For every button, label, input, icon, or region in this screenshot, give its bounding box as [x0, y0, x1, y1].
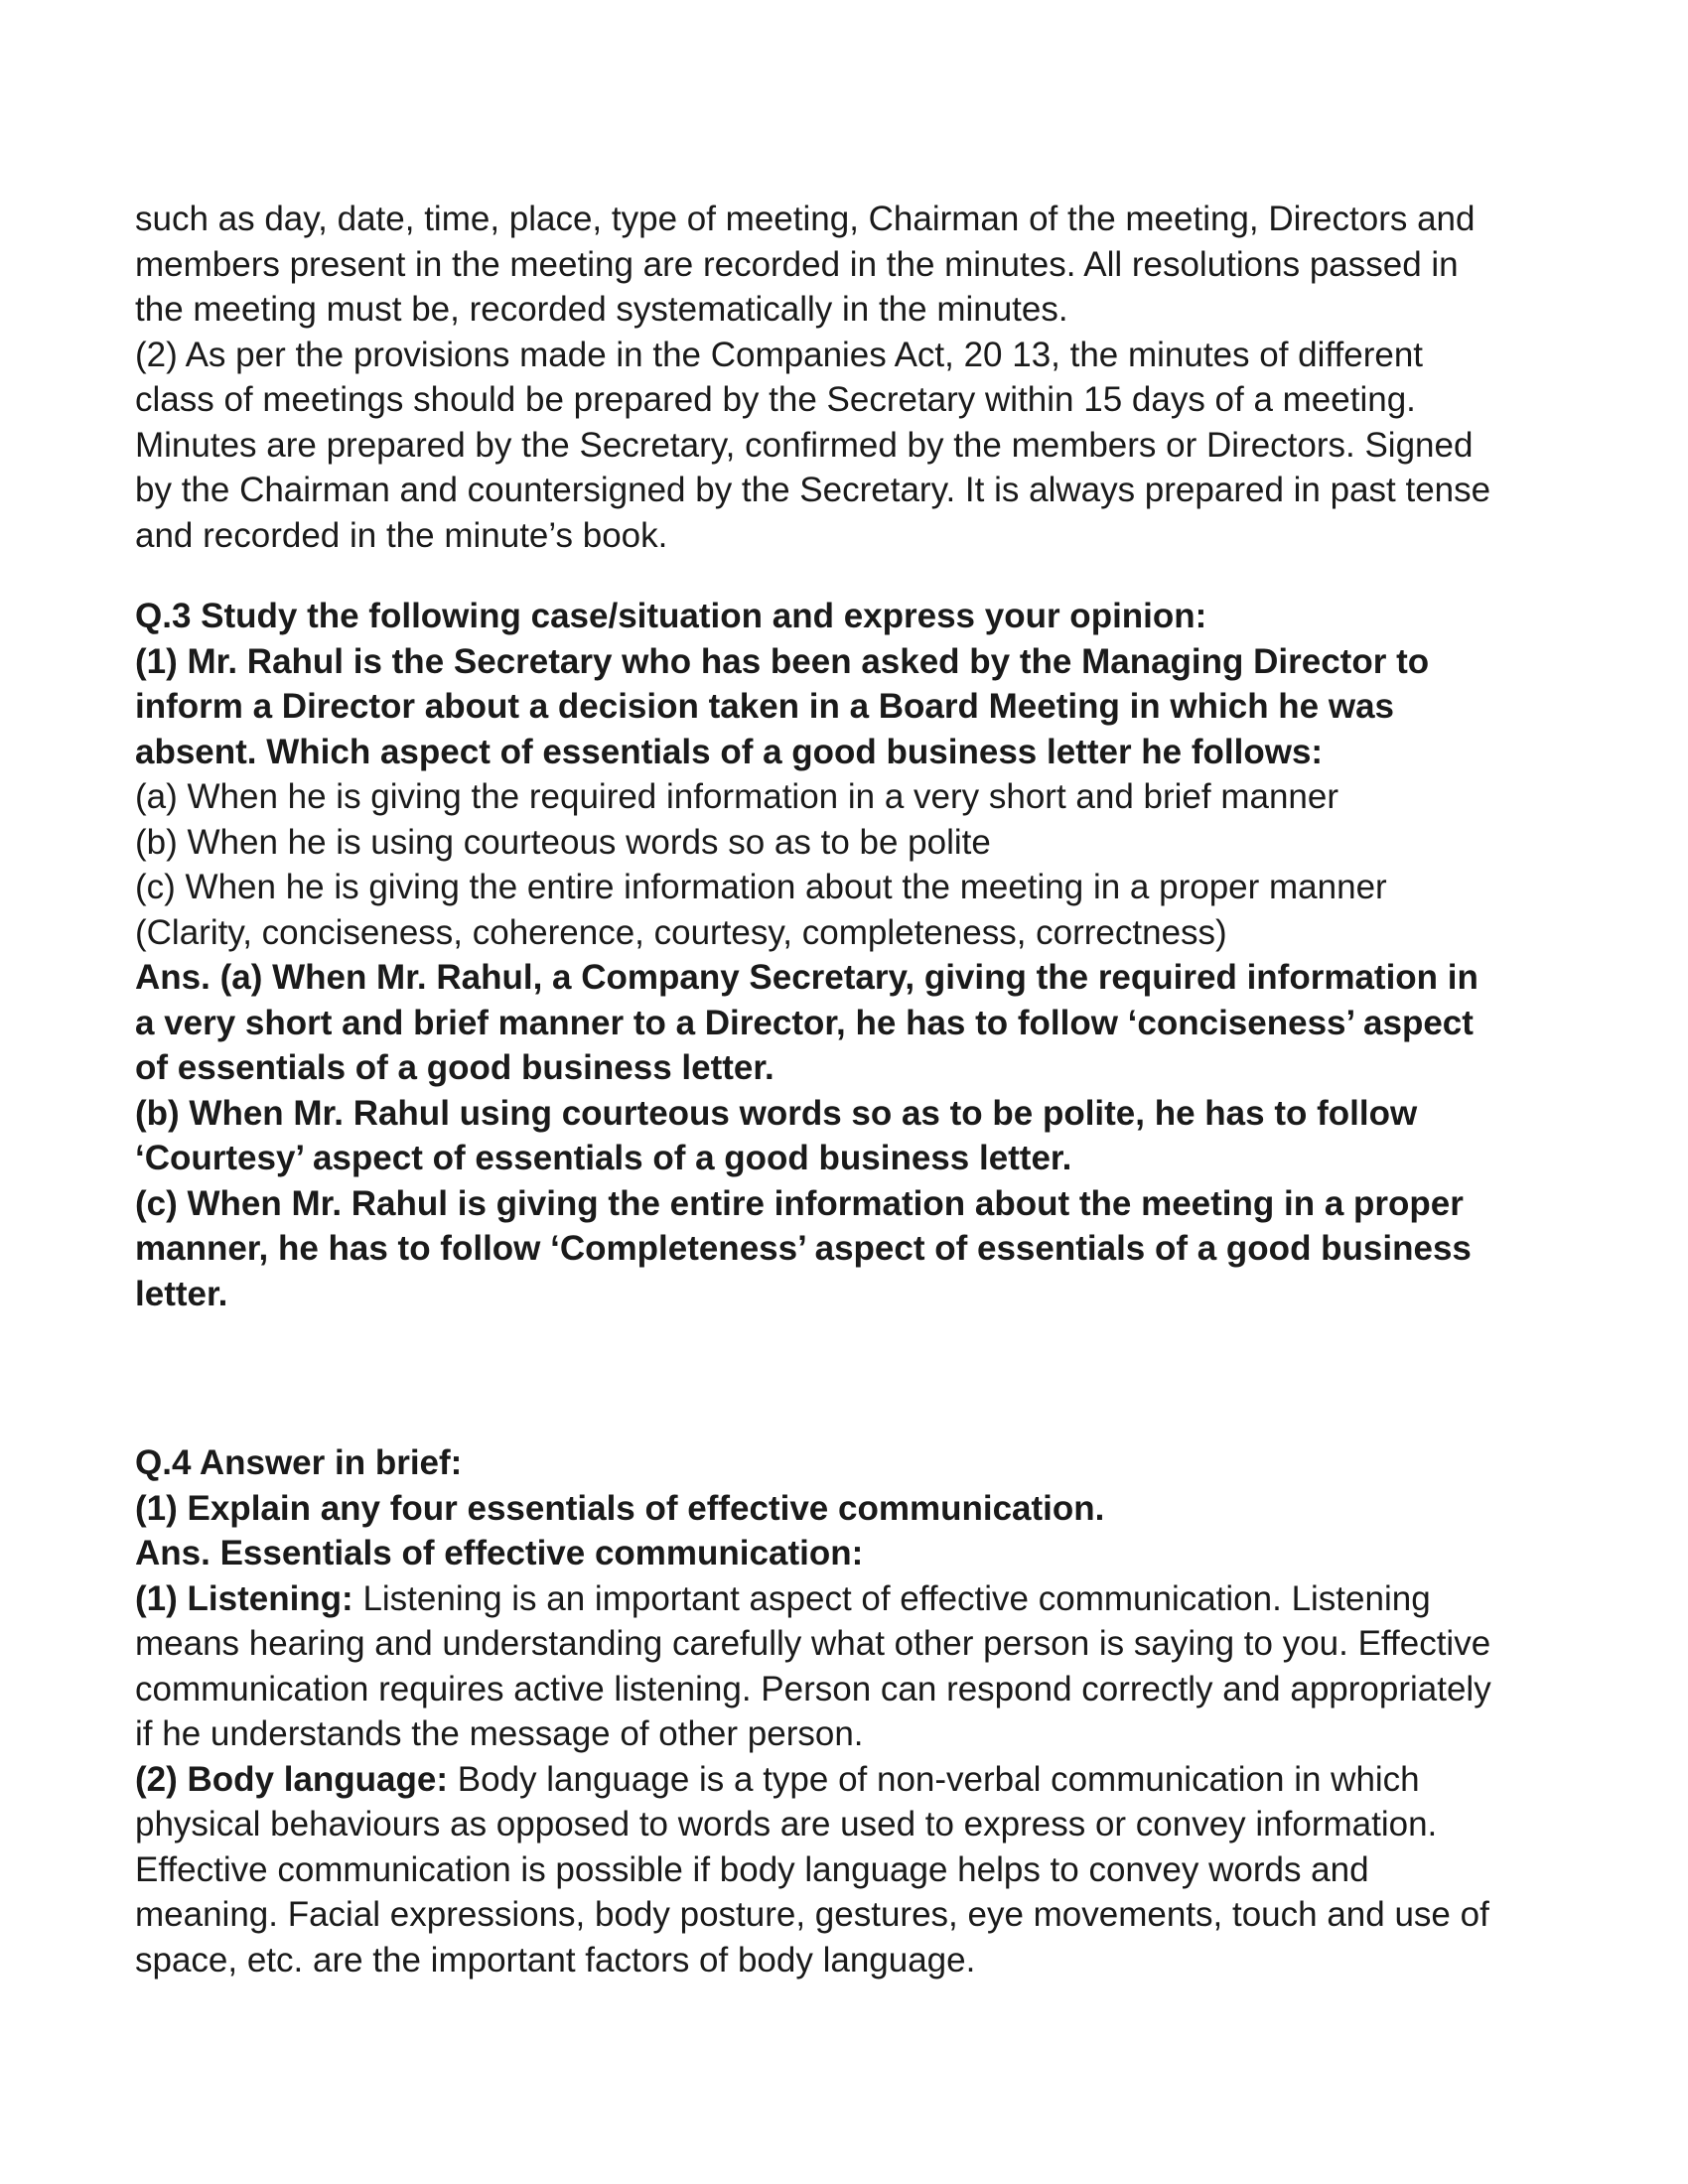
option-c: (c) When he is giving the entire information about the meeting in a proper manner — [135, 868, 1387, 906]
point-listening — [135, 1576, 1565, 1757]
point-text: Body language is a type of non-verbal communication in which — [448, 1759, 1420, 1799]
document-page — [135, 197, 1565, 1982]
text-line: and recorded in the minute’s book. — [135, 515, 668, 555]
question-line: absent. Which aspect of essentials of a good business letter he follows: — [135, 732, 1324, 771]
intro-paragraph — [135, 197, 1565, 558]
text-line: means hearing and understanding carefully what other person is saying to you. Effective — [135, 1624, 1491, 1663]
q4-question: (1) Explain any four essentials of effective communication. — [135, 1488, 1105, 1528]
q4-section — [135, 1440, 1565, 1982]
text-line: Effective communication is possible if body language helps to convey words and — [135, 1849, 1369, 1889]
spacer — [135, 558, 1565, 594]
answer-line: ‘Courtesy’ aspect of essentials of a good business letter. — [135, 1139, 1072, 1177]
text-line: Minutes are prepared by the Secretary, confirmed by the members or Directors. Signed — [135, 425, 1474, 465]
text-line: (2) As per the provisions made in the Companies Act, 20 13, the minutes of different — [135, 335, 1424, 374]
answer-line: a very short and brief manner to a Director, he has to follow ‘conciseness’ aspect — [135, 1003, 1474, 1042]
spacer — [135, 1316, 1565, 1440]
q3-heading: Q.3 Study the following case/situation and express your opinion: — [135, 597, 1207, 635]
point-label: (1) Listening: — [135, 1578, 353, 1618]
text-line: communication requires active listening. Person can respond correctly and appropriately — [135, 1669, 1491, 1708]
point-body-language — [135, 1757, 1565, 1983]
q3-section — [135, 594, 1565, 1316]
text-line: physical behaviours as opposed to words are used to express or convey information. — [135, 1805, 1438, 1843]
q3-options — [135, 774, 1565, 955]
point-first-line — [135, 1576, 1565, 1622]
q4-answer-heading: Ans. Essentials of effective communication: — [135, 1534, 864, 1572]
text-line: class of meetings should be prepared by the Secretary within 15 days of a meeting. — [135, 380, 1416, 419]
point-text: Listening is an important aspect of effective communication. Listening — [352, 1578, 1431, 1618]
question-line: inform a Director about a decision taken in a Board Meeting in which he was — [135, 687, 1395, 726]
q3-answer — [135, 955, 1565, 1316]
answer-line: letter. — [135, 1274, 228, 1313]
text-line: the meeting must be, recorded systematically in the minutes. — [135, 290, 1068, 329]
answer-line: of essentials of a good business letter. — [135, 1048, 774, 1087]
text-line: by the Chairman and countersigned by the Secretary. It is always prepared in past tense — [135, 471, 1491, 509]
q3-question — [135, 639, 1565, 775]
text-line: members present in the meeting are recorded in the minutes. All resolutions passed in — [135, 244, 1459, 284]
answer-line: Ans. (a) When Mr. Rahul, a Company Secretary, giving the required information in — [135, 958, 1478, 997]
text-line: space, etc. are the important factors of body language. — [135, 1940, 976, 1979]
option-a: (a) When he is giving the required information in a very short and brief manner — [135, 777, 1338, 816]
answer-line: manner, he has to follow ‘Completeness’ aspect of essentials of a good business — [135, 1229, 1472, 1268]
text-line: if he understands the message of other person. — [135, 1714, 864, 1753]
answer-line: (b) When Mr. Rahul using courteous words so as to be polite, he has to follow — [135, 1093, 1418, 1133]
options-hint: (Clarity, conciseness, coherence, courtesy, completeness, correctness) — [135, 912, 1227, 952]
text-line: such as day, date, time, place, type of meeting, Chairman of the meeting, Directors and — [135, 200, 1476, 238]
answer-line: (c) When Mr. Rahul is giving the entire information about the meeting in a proper — [135, 1183, 1464, 1223]
option-b: (b) When he is using courteous words so as to be polite — [135, 822, 991, 862]
point-label: (2) Body language: — [135, 1759, 449, 1799]
text-line: meaning. Facial expressions, body posture, gestures, eye movements, touch and use of — [135, 1895, 1489, 1934]
q4-heading: Q.4 Answer in brief: — [135, 1443, 463, 1482]
question-line: (1) Mr. Rahul is the Secretary who has been asked by the Managing Director to — [135, 641, 1430, 681]
point-first-line — [135, 1757, 1565, 1803]
